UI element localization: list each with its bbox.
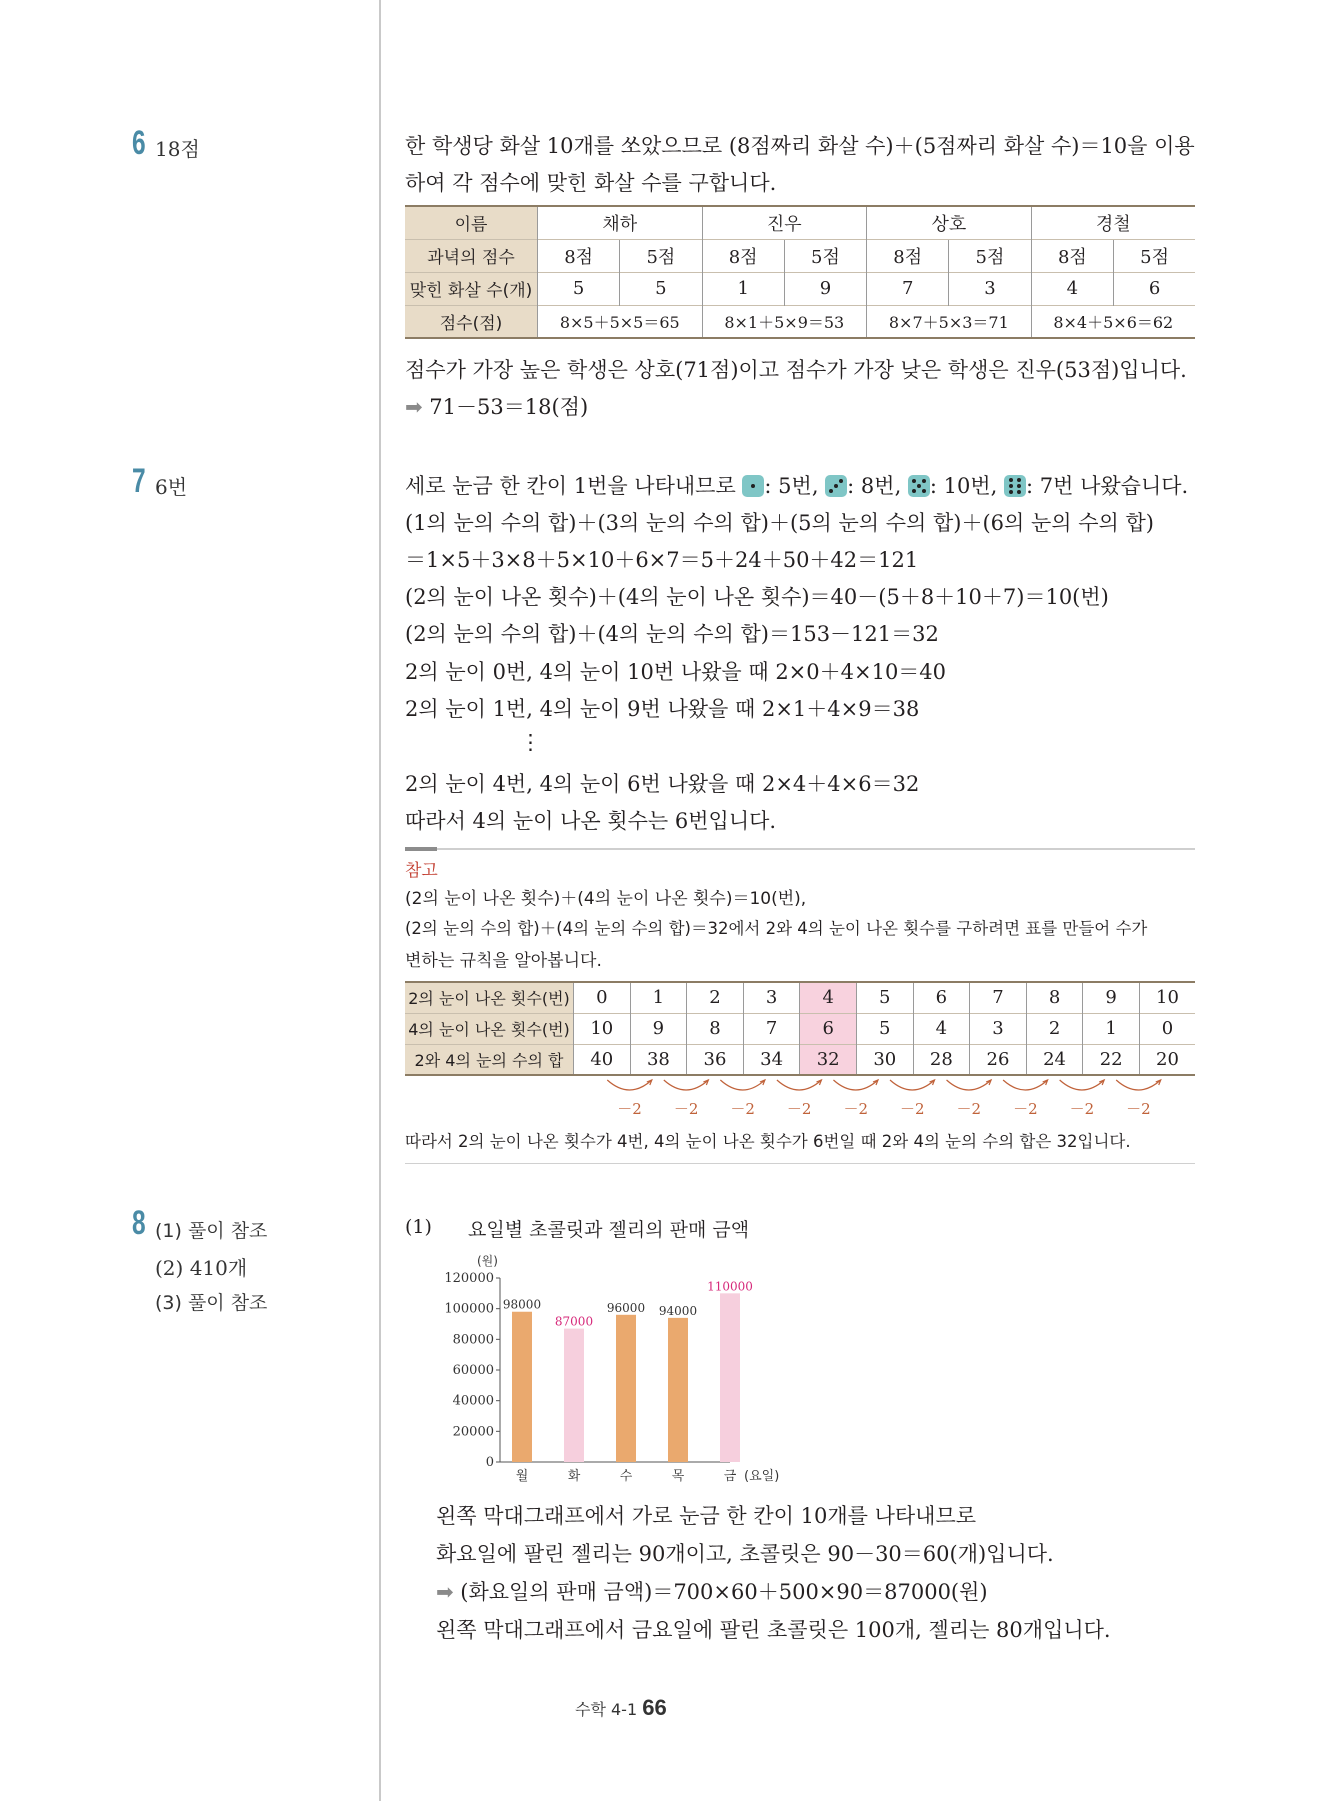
table-cell: 1 <box>630 982 687 1013</box>
score-table <box>405 205 1195 339</box>
table-header-cell: 경철 <box>1031 206 1195 239</box>
table-cell: 10 <box>574 1013 631 1044</box>
table-cell: 9 <box>630 1013 687 1044</box>
y-tick-label: 80000 <box>452 1332 494 1348</box>
row-label-score: 과녁의 점수 <box>405 239 538 272</box>
table-cell: 2 <box>687 982 744 1013</box>
table-cell: 2 <box>1026 1013 1083 1044</box>
table-cell: 34 <box>743 1044 800 1075</box>
p7-line: 2의 눈이 0번, 4의 눈이 10번 나왔을 때 2×0＋4×10＝40 <box>405 660 947 684</box>
difference-arc <box>720 1080 765 1090</box>
bar-value-label: 87000 <box>554 1314 594 1329</box>
p7-line1 <box>405 470 1188 500</box>
x-tick-label: 금 <box>723 1469 737 1484</box>
table-cell: 30 <box>856 1044 913 1075</box>
bar <box>512 1312 532 1462</box>
difference-arrows <box>405 1078 1195 1118</box>
problem-number-6: 6 <box>132 124 146 162</box>
bar-value-label: 98000 <box>502 1297 542 1312</box>
table-cell: 3 <box>743 982 800 1013</box>
difference-label: －2 <box>899 1100 925 1118</box>
table-cell: 3 <box>949 272 1031 305</box>
difference-label: －2 <box>956 1100 982 1118</box>
table-cell: 0 <box>1139 1013 1195 1044</box>
die-six-icon <box>1004 475 1026 497</box>
table-cell: 9 <box>1083 982 1140 1013</box>
difference-arc <box>1116 1080 1161 1090</box>
difference-label: －2 <box>843 1100 869 1118</box>
table-cell: 9 <box>784 272 866 305</box>
table-header-cell: 채하 <box>538 206 703 239</box>
table-cell: 8점 <box>867 239 949 272</box>
table-cell-highlight: 6 <box>800 1013 857 1044</box>
difference-label: －2 <box>730 1100 755 1118</box>
bar <box>668 1318 688 1462</box>
answer-7: 6번 <box>155 475 188 499</box>
table-cell: 5 <box>856 1013 913 1044</box>
x-tick-label: 목 <box>671 1469 685 1484</box>
table-cell: 6 <box>913 982 970 1013</box>
p7-line1-lead: 세로 눈금 한 칸이 1번을 나타내므로 <box>405 474 743 498</box>
table-cell: 38 <box>630 1044 687 1075</box>
x-tick-label: 월 <box>515 1469 529 1484</box>
p7-line1-d3: : 8번, <box>847 474 908 498</box>
table-cell: 8×1＋5×9＝53 <box>702 305 867 338</box>
y-tick-label: 20000 <box>452 1424 494 1440</box>
p7-conclusion: 따라서 4의 눈이 나온 횟수는 6번입니다. <box>405 809 777 833</box>
difference-arc <box>607 1080 652 1090</box>
y-tick-label: 120000 <box>444 1271 494 1286</box>
table-cell: 28 <box>913 1044 970 1075</box>
table-header-name: 이름 <box>405 206 538 239</box>
table-cell: 26 <box>970 1044 1027 1075</box>
row-label-total: 점수(점) <box>405 305 538 338</box>
table-cell: 5 <box>620 272 702 305</box>
p7-line: 2의 눈이 4번, 4의 눈이 6번 나왔을 때 2×4＋4×6＝32 <box>405 772 920 796</box>
vertical-ellipsis: ⋮ <box>520 730 541 754</box>
table-cell: 8×5＋5×5＝65 <box>538 305 703 338</box>
p7-line: (1의 눈의 수의 합)＋(3의 눈의 수의 합)＋(5의 눈의 수의 합)＋(6의 눈의 수의 합) <box>405 511 1154 535</box>
table-cell: 8×7＋5×3＝71 <box>867 305 1032 338</box>
table-cell: 7 <box>743 1013 800 1044</box>
p8-arrow-text: (화요일의 판매 금액)＝700×60＋500×90＝87000(원) <box>460 1580 988 1604</box>
p6-intro-line2: 하여 각 점수에 맞힌 화살 수를 구합니다. <box>405 171 777 195</box>
die-one-icon <box>742 475 764 497</box>
answer-8-1: (1) 풀이 참조 <box>155 1220 268 1242</box>
p7-line1-d1: : 5번, <box>764 474 826 498</box>
table-cell: 5점 <box>784 239 866 272</box>
row-label-hits: 맞힌 화살 수(개) <box>405 272 538 305</box>
difference-label: －2 <box>1126 1100 1151 1118</box>
table-header-cell: 진우 <box>702 206 867 239</box>
bar-value-label: 96000 <box>606 1300 646 1315</box>
problem-number-8: 8 <box>132 1204 146 1242</box>
dice-count-table <box>405 981 1195 1076</box>
table-cell: 7 <box>867 272 949 305</box>
p6-result <box>405 391 588 421</box>
note-end-divider <box>405 1163 1195 1164</box>
arrow-icon: ➡ <box>405 395 423 419</box>
y-tick-label: 100000 <box>444 1301 494 1317</box>
table-cell: 5점 <box>949 239 1031 272</box>
difference-arc <box>890 1080 935 1090</box>
table-cell: 40 <box>574 1044 631 1075</box>
table-cell: 8×4＋5×6＝62 <box>1031 305 1195 338</box>
p7-line1-d5: : 10번, <box>929 474 1005 498</box>
bar <box>616 1315 636 1462</box>
table-cell: 4 <box>1031 272 1114 305</box>
bar-value-label: 110000 <box>707 1279 753 1294</box>
difference-label: －2 <box>673 1100 699 1118</box>
bar <box>564 1329 584 1462</box>
table-cell: 10 <box>1139 982 1195 1013</box>
difference-arc <box>947 1080 992 1090</box>
table-cell: 1 <box>1083 1013 1140 1044</box>
table-cell: 8점 <box>1031 239 1114 272</box>
note-conclusion: 따라서 2의 눈이 나온 횟수가 4번, 4의 눈이 나온 횟수가 6번일 때 2와 4의 눈의 수의 합은 32입니다. <box>405 1132 1131 1151</box>
problem-number-7: 7 <box>132 462 146 500</box>
die-five-icon <box>908 475 930 497</box>
bar-value-label: 94000 <box>658 1303 698 1318</box>
table-cell-highlight: 4 <box>800 982 857 1013</box>
difference-arc <box>833 1080 878 1090</box>
answer-8-3: (3) 풀이 참조 <box>155 1292 268 1314</box>
table-header-cell: 상호 <box>867 206 1032 239</box>
sales-bar-chart <box>430 1250 800 1490</box>
difference-label: －2 <box>1013 1100 1038 1118</box>
page-number: 66 <box>642 1695 667 1720</box>
table-cell: 5 <box>856 982 913 1013</box>
p7-line: ＝1×5＋3×8＋5×10＋6×7＝5＋24＋50＋42＝121 <box>405 548 919 572</box>
page-footer <box>575 1695 667 1721</box>
chart-title: 요일별 초콜릿과 젤리의 판매 금액 <box>468 1219 750 1241</box>
p6-intro-line1: 한 학생당 화살 10개를 쏘았으므로 (8점짜리 화살 수)＋(5점짜리 화살 수)＝10을 이용 <box>405 134 1195 158</box>
note-line: (2의 눈이 나온 횟수)＋(4의 눈이 나온 횟수)＝10(번), <box>405 889 807 909</box>
note-line: 변하는 규칙을 알아봅니다. <box>405 951 602 971</box>
bars <box>503 1279 753 1462</box>
table-cell: 24 <box>1026 1044 1083 1075</box>
difference-arc <box>1060 1080 1105 1090</box>
table-cell: 7 <box>970 982 1027 1013</box>
die-three-icon <box>825 475 847 497</box>
table-cell: 0 <box>574 982 631 1013</box>
note-title: 참고 <box>405 861 438 881</box>
table-cell: 8점 <box>702 239 784 272</box>
table-cell: 3 <box>970 1013 1027 1044</box>
p7-line1-d6: : 7번 나왔습니다. <box>1026 474 1189 498</box>
table-cell: 1 <box>702 272 784 305</box>
answer-6: 18점 <box>155 137 200 161</box>
book-title: 수학 4-1 <box>575 1700 638 1719</box>
y-tick-label: 60000 <box>452 1363 494 1378</box>
table-cell: 4 <box>913 1013 970 1044</box>
p7-line: (2의 눈의 수의 합)＋(4의 눈의 수의 합)＝153－121＝32 <box>405 622 939 646</box>
difference-label: －2 <box>617 1100 642 1118</box>
table-cell: 8 <box>1026 982 1083 1013</box>
table-cell: 22 <box>1083 1044 1140 1075</box>
bar <box>720 1293 740 1462</box>
table-cell: 5점 <box>620 239 702 272</box>
note-divider <box>405 848 1195 850</box>
p8-line: 왼쪽 막대그래프에서 금요일에 팔린 초콜릿은 100개, 젤리는 80개입니다. <box>436 1618 1111 1642</box>
p6-conclusion: 점수가 가장 높은 학생은 상호(71점)이고 점수가 가장 낮은 학생은 진우(53점)입니다. <box>405 358 1187 382</box>
difference-arc <box>664 1080 709 1090</box>
y-tick-label: 40000 <box>452 1393 494 1409</box>
table-cell: 20 <box>1139 1044 1195 1075</box>
table-cell: 6 <box>1114 272 1195 305</box>
table-cell: 5 <box>538 272 620 305</box>
p8-arrow-line <box>436 1576 988 1606</box>
difference-label: －2 <box>786 1100 812 1118</box>
p7-line: (2의 눈이 나온 횟수)＋(4의 눈이 나온 횟수)＝40－(5＋8＋10＋7)＝10(번) <box>405 585 1109 609</box>
answer-8-2: (2) 410개 <box>155 1256 248 1280</box>
p7-line: 2의 눈이 1번, 4의 눈이 9번 나왔을 때 2×1＋4×9＝38 <box>405 697 920 721</box>
p8-line: 왼쪽 막대그래프에서 가로 눈금 한 칸이 10개를 나타내므로 <box>436 1504 977 1528</box>
difference-label: －2 <box>1069 1100 1095 1118</box>
row-label: 4의 눈이 나온 횟수(번) <box>405 1013 574 1044</box>
x-axis-ticks <box>516 1468 780 1484</box>
p6-result-text: 71－53＝18(점) <box>429 395 589 419</box>
y-tick-label: 0 <box>485 1455 494 1470</box>
note-line: (2의 눈의 수의 합)＋(4의 눈의 수의 합)＝32에서 2와 4의 눈이 나온 횟수를 구하려면 표를 만들어 수가 <box>405 919 1148 938</box>
table-cell-highlight: 32 <box>800 1044 857 1075</box>
y-axis-unit: (원) <box>477 1254 498 1268</box>
column-divider <box>379 0 381 1801</box>
x-axis-unit: (요일) <box>744 1469 780 1484</box>
x-tick-label: 수 <box>619 1469 633 1484</box>
table-cell: 36 <box>687 1044 744 1075</box>
arrow-icon: ➡ <box>436 1580 454 1604</box>
difference-arc <box>1003 1080 1048 1090</box>
table-cell: 5점 <box>1114 239 1195 272</box>
row-label: 2와 4의 눈의 수의 합 <box>405 1044 574 1075</box>
difference-arc <box>777 1080 822 1090</box>
p8-line: 화요일에 팔린 젤리는 90개이고, 초콜릿은 90－30＝60(개)입니다. <box>436 1542 1054 1566</box>
table-cell: 8점 <box>538 239 620 272</box>
p8-part-label: (1) <box>405 1216 432 1238</box>
table-cell: 8 <box>687 1013 744 1044</box>
row-label: 2의 눈이 나온 횟수(번) <box>405 982 574 1013</box>
x-tick-label: 화 <box>567 1469 581 1484</box>
